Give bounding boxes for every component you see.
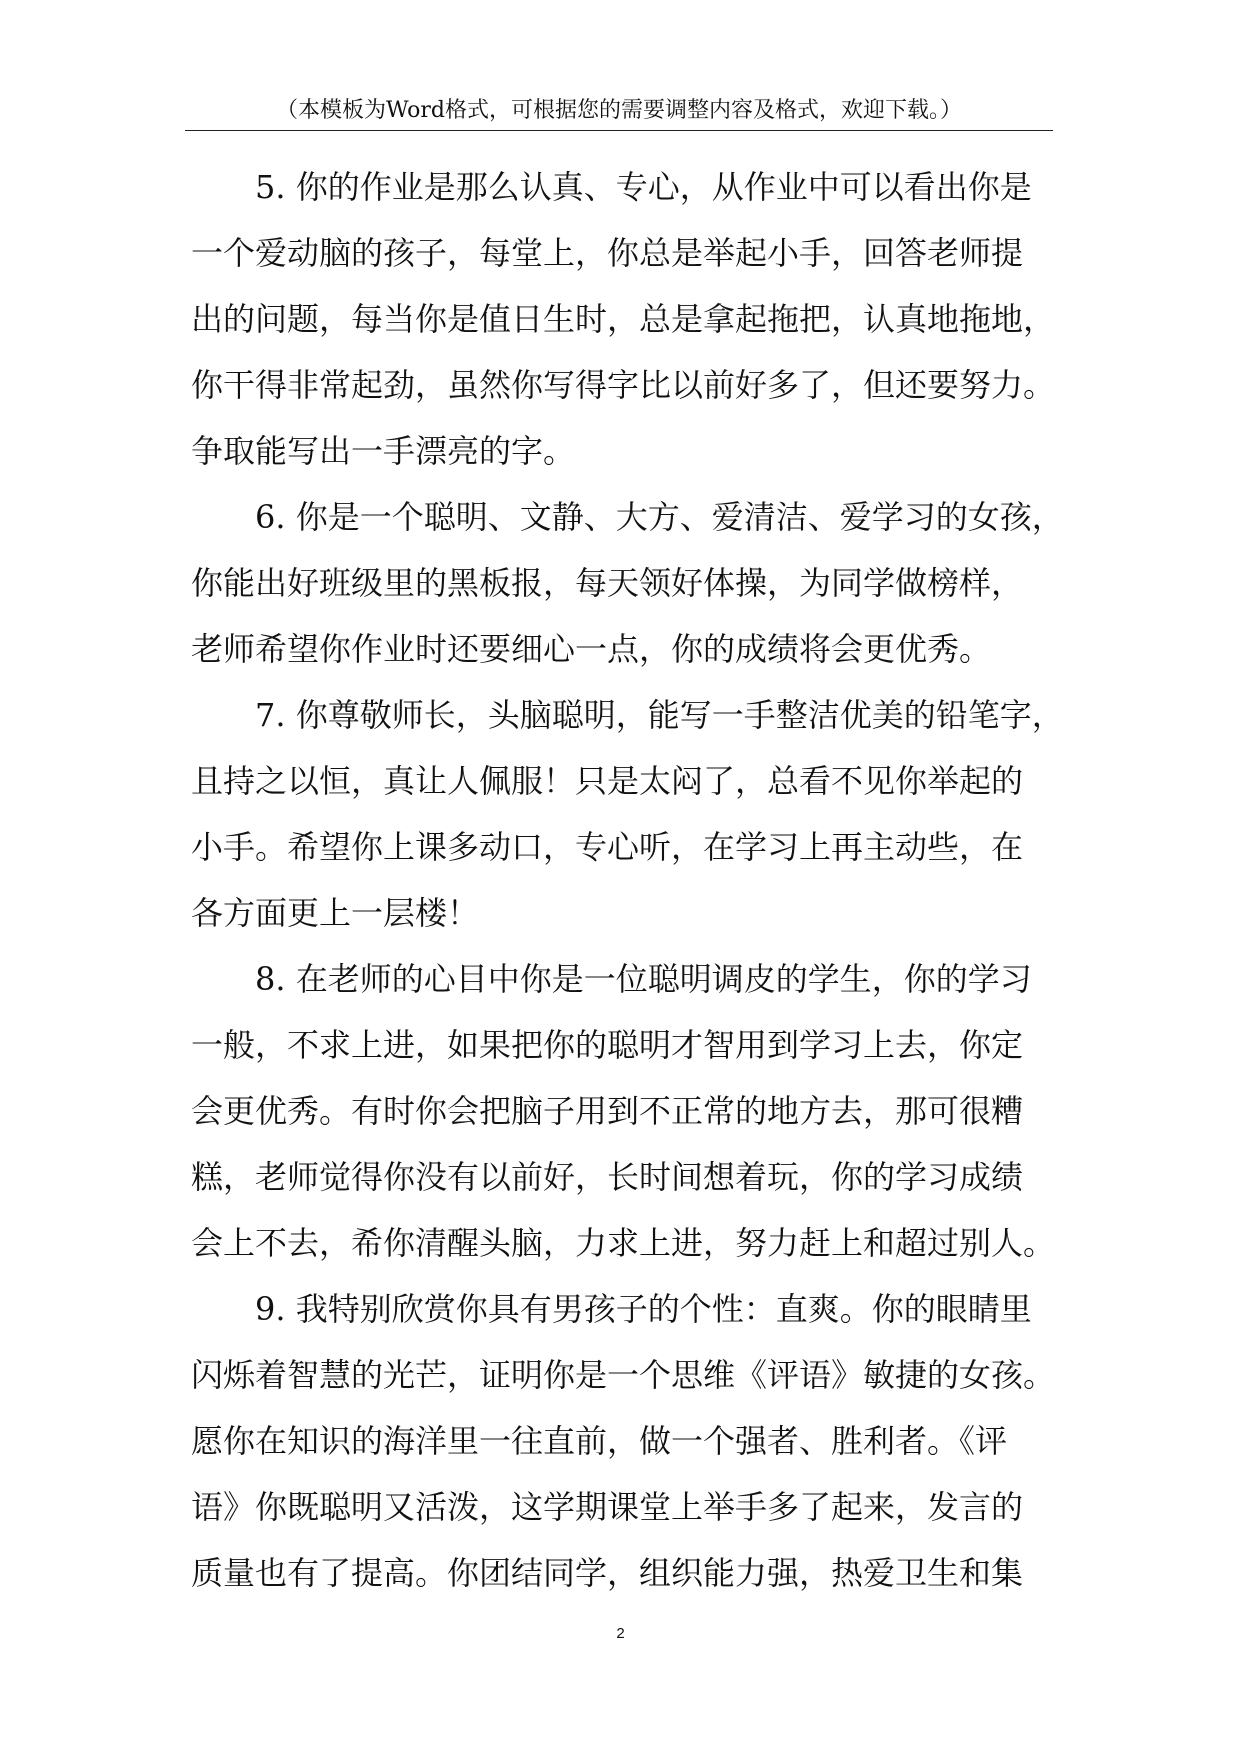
paragraph-9 — [191, 1276, 1091, 1606]
text-line: 小手。希望你上课多动口，专心听，在学习上再主动些，在 — [191, 828, 1024, 866]
paragraph-6 — [191, 484, 1091, 682]
text-line: 会更优秀。有时你会把脑子用到不正常的地方去，那可很糟 — [191, 1092, 1024, 1130]
text-line: 愿你在知识的海洋里一往直前，做一个强者、胜利者。《评 — [191, 1422, 1008, 1460]
header-rule — [185, 130, 1053, 131]
text-line: 8. 在老师的心目中你是一位聪明调皮的学生，你的学习 — [255, 960, 1032, 998]
text-line: 语》你既聪明又活泼，这学期课堂上举手多了起来，发言的 — [191, 1488, 1024, 1526]
text-line: 糕，老师觉得你没有以前好，长时间想着玩，你的学习成绩 — [191, 1158, 1024, 1196]
text-line: 一般，不求上进，如果把你的聪明才智用到学习上去，你定 — [191, 1026, 1024, 1064]
text-line: 会上不去，希你清醒头脑，力求上进，努力赶上和超过别人。 — [191, 1224, 1056, 1262]
paragraph-7 — [191, 682, 1091, 946]
paragraph-8 — [191, 946, 1091, 1276]
paragraph-5 — [191, 154, 1091, 484]
text-line: 你干得非常起劲，虽然你写得字比以前好多了，但还要努力。 — [191, 366, 1056, 404]
text-line: 质量也有了提高。你团结同学，组织能力强，热爱卫生和集 — [191, 1554, 1024, 1592]
document-body — [191, 154, 1091, 1606]
text-line: 6. 你是一个聪明、文静、大方、爱清洁、爱学习的女孩， — [255, 498, 1064, 536]
text-line: 7. 你尊敬师长，头脑聪明，能写一手整洁优美的铅笔字， — [255, 696, 1064, 734]
text-line: 且持之以恒，真让人佩服！只是太闷了，总看不见你举起的 — [191, 762, 1024, 800]
text-line: 一个爱动脑的孩子，每堂上，你总是举起小手，回答老师提 — [191, 234, 1024, 272]
text-line: 9. 我特别欣赏你具有男孩子的个性：直爽。你的眼睛里 — [255, 1290, 1032, 1328]
text-line: 出的问题，每当你是值日生时，总是拿起拖把，认真地拖地， — [191, 300, 1056, 338]
text-line: 5. 你的作业是那么认真、专心，从作业中可以看出你是 — [255, 168, 1032, 206]
text-line: 你能出好班级里的黑板报，每天领好体操，为同学做榜样， — [191, 564, 1024, 602]
text-line: 老师希望你作业时还要细心一点，你的成绩将会更优秀。 — [191, 630, 992, 668]
page-header: （本模板为Word格式，可根据您的需要调整内容及格式，欢迎下载。） — [276, 98, 962, 123]
text-line: 争取能写出一手漂亮的字。 — [191, 432, 576, 470]
text-line: 各方面更上一层楼！ — [191, 894, 480, 932]
page-number: 2 — [616, 1625, 625, 1642]
text-line: 闪烁着智慧的光芒，证明你是一个思维《评语》敏捷的女孩。 — [191, 1356, 1056, 1394]
